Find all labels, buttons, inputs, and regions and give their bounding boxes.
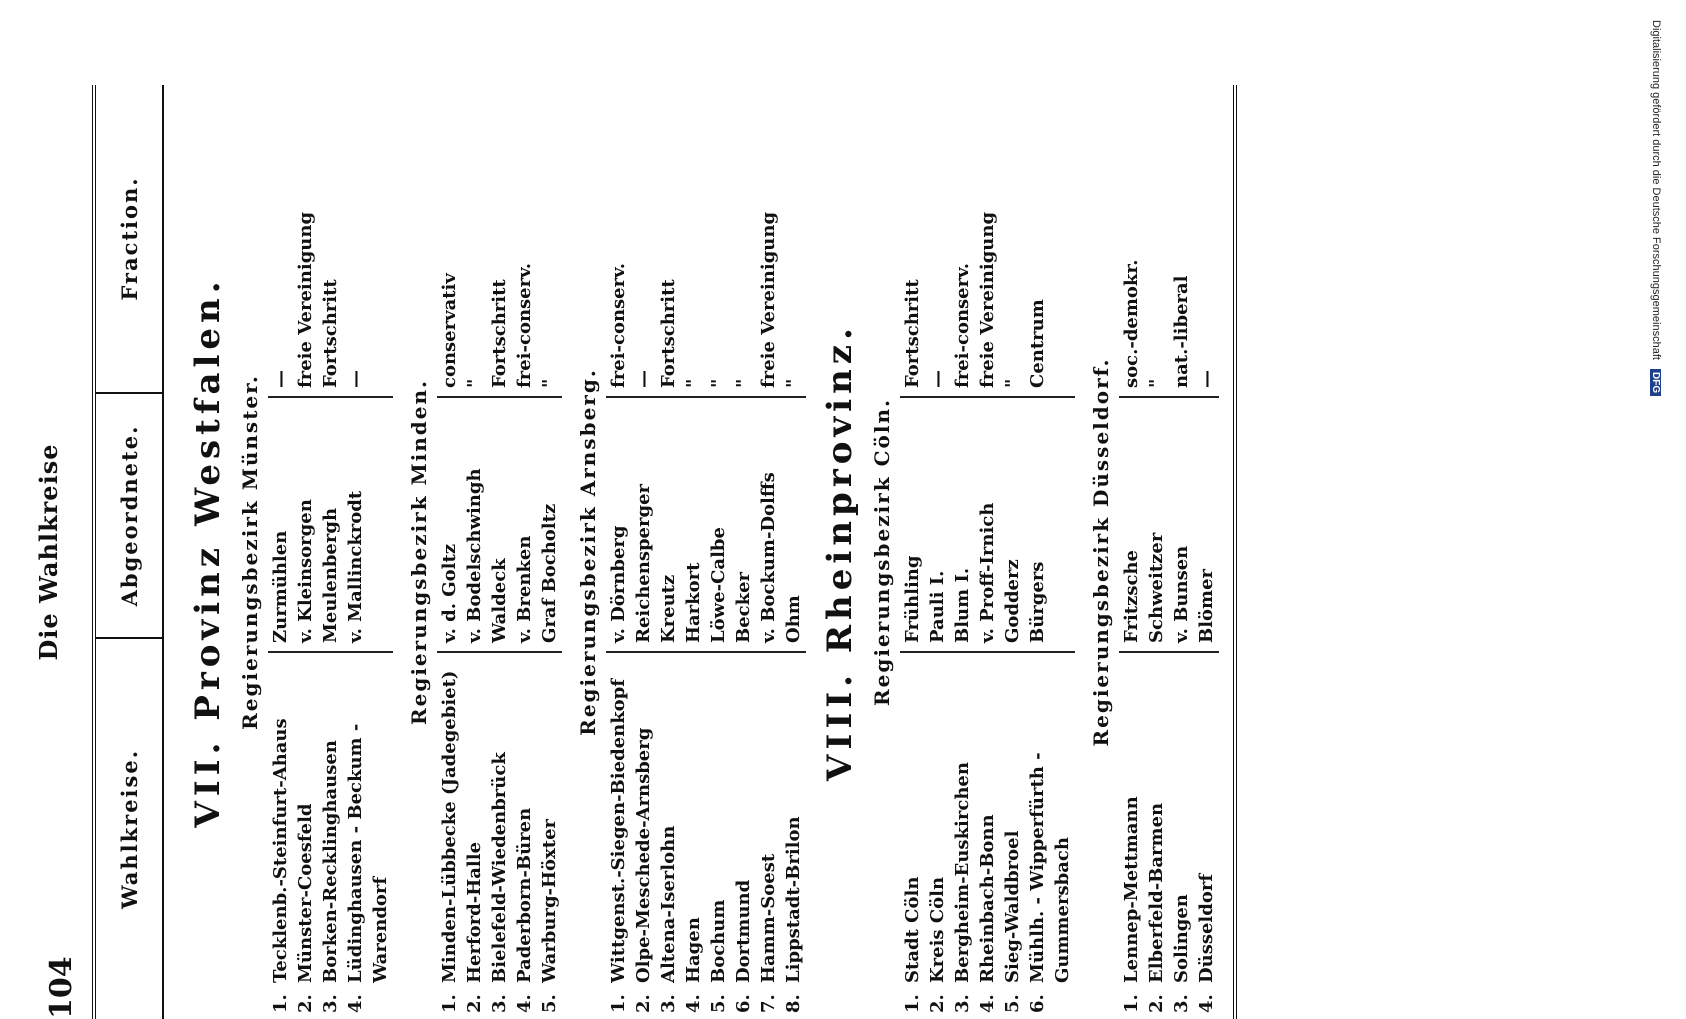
district-block [576,91,806,1013]
district-block [407,91,562,1013]
table-row [656,91,681,1013]
table-row [900,91,925,1013]
abgeordnete-cell: Löwe-Calbe [706,398,731,653]
row-number: 4. [1196,994,1217,1013]
wahlkreis-cell [293,653,318,1013]
table-row [268,91,293,1013]
fraction-cell: freie Vereinigung [975,98,1000,398]
wahlkreis-cell [537,653,562,1013]
wahlkreis-cell [1169,653,1194,1013]
abgeordnete-cell: v. Mallinckrodt [343,398,393,653]
district-block [870,91,1075,1013]
table-row [343,91,393,1013]
fraction-cell: Centrum [1025,98,1075,398]
table-row [487,91,512,1013]
abgeordnete-cell: Waldeck [487,398,512,653]
row-number: 6. [733,994,754,1013]
row-number: 4. [977,994,998,1013]
row-number: 1. [608,994,629,1013]
wahlkreis-name: Warburg-Höxter [539,818,560,983]
abgeordnete-cell: Meulenbergh [318,398,343,653]
wahlkreis-cell [512,653,537,1013]
district-heading: Regierungsbezirk Cöln. [870,398,894,706]
table-row [318,91,343,1013]
table-row [1169,91,1194,1013]
row-number: 3. [658,994,679,1013]
abgeordnete-cell: Reichensperger [631,398,656,653]
row-number: 1. [270,994,291,1013]
wahlkreis-name: Düsseldorf [1196,873,1217,983]
fraction-cell: " [537,98,562,398]
row-number: 5. [708,994,729,1013]
page-number: 104 [44,956,79,1019]
row-number: 2. [464,994,485,1013]
wahlkreis-cell [487,653,512,1013]
wahlkreis-name: Solingen [1171,894,1192,983]
table-row [756,91,781,1013]
abgeordnete-cell: Harkort [681,398,706,653]
wahlkreis-cell [437,653,462,1013]
fraction-cell: " [462,98,487,398]
province-heading: VII. Provinz Westfalen. [188,276,228,828]
wahlkreis-cell [1025,653,1075,1013]
abgeordnete-cell: v. Dörnberg [606,398,631,653]
wahlkreis-name: Münster-Coesfeld [295,803,316,983]
table-row [631,91,656,1013]
wahlkreis-name: Hamm-Soest [758,853,779,983]
wahlkreis-cell [343,653,393,1013]
fraction-cell: Fortschritt [656,98,681,398]
credit-text: Digitalisierung gefördert durch die Deutsche Forschungsgemeinschaft [1650,20,1662,360]
column-header-fraction: Fraction. [96,85,162,394]
election-table [92,85,1237,1019]
wahlkreis-name: Dortmund [733,879,754,983]
row-number: 5. [1002,994,1023,1013]
row-number: 3. [489,994,510,1013]
fraction-cell: " [781,98,806,398]
row-number: 1. [902,994,923,1013]
table-row [781,91,806,1013]
row-number: 5. [539,994,560,1013]
row-number: 3. [1171,994,1192,1013]
table-body [164,85,1219,1019]
province-heading: VIII. Rheinprovinz. [820,323,860,781]
abgeordnete-cell: Godderz [1000,398,1025,653]
wahlkreis-name: Herford-Halle [464,841,485,983]
wahlkreis-cell [706,653,731,1013]
wahlkreis-name: Bielefeld-Wiedenbrück [489,752,510,983]
fraction-cell: " [706,98,731,398]
table-row [1119,91,1144,1013]
wahlkreis-cell [756,653,781,1013]
wahlkreis-name: Borken-Recklinghausen [320,740,341,983]
wahlkreis-cell [781,653,806,1013]
dfg-logo: DFG [1650,369,1661,396]
wahlkreis-name: Lippstadt-Brilon [783,816,804,983]
table-row [925,91,950,1013]
wahlkreis-cell [925,653,950,1013]
fraction-cell: freie Vereinigung [756,98,781,398]
wahlkreis-name: Lüdinghausen - Beckum - Warendorf [345,723,391,983]
district-heading: Regierungsbezirk Arnsberg. [576,368,600,736]
abgeordnete-cell: v. Bunsen [1169,398,1194,653]
fraction-cell: — [343,98,393,398]
row-number: 1. [439,994,460,1013]
fraction-cell: conservativ [437,98,462,398]
abgeordnete-cell: v. Proff-Irnich [975,398,1000,653]
fraction-cell: frei-conserv. [606,98,631,398]
fraction-cell: — [268,98,293,398]
fraction-cell: soc.-demokr. [1119,98,1144,398]
wahlkreis-cell [268,653,293,1013]
fraction-cell: " [1000,98,1025,398]
district-heading: Regierungsbezirk Düsseldorf. [1089,357,1113,747]
wahlkreis-name: Rheinbach-Bonn [977,814,998,983]
abgeordnete-cell: Zurmühlen [268,398,293,653]
fraction-cell: frei-conserv. [950,98,975,398]
wahlkreis-cell [731,653,756,1013]
fraction-cell: freie Vereinigung [293,98,318,398]
table-row [512,91,537,1013]
wahlkreis-cell [318,653,343,1013]
table-row [437,91,462,1013]
table-row [706,91,731,1013]
wahlkreis-cell [606,653,631,1013]
abgeordnete-cell: Fritzsche [1119,398,1144,653]
row-number: 7. [758,994,779,1013]
row-number: 4. [683,994,704,1013]
row-number: 6. [1027,994,1048,1013]
column-header-abgeordnete: Abgeordnete. [96,394,162,639]
row-number: 2. [295,994,316,1013]
row-number: 4. [345,994,366,1013]
table-row [1194,91,1219,1013]
fraction-cell: — [1194,98,1219,398]
fraction-cell: — [631,98,656,398]
row-number: 2. [927,994,948,1013]
wahlkreis-cell [631,653,656,1013]
wahlkreis-cell [900,653,925,1013]
abgeordnete-cell: Graf Bocholtz [537,398,562,653]
wahlkreis-name: Minden-Lübbecke (Jadegebiet) [439,670,460,983]
abgeordnete-cell: Schweitzer [1144,398,1169,653]
table-header [96,85,164,1019]
wahlkreis-cell [1000,653,1025,1013]
wahlkreis-name: Stadt Cöln [902,876,923,983]
wahlkreis-name: Olpe-Meschede-Arnsberg [633,727,654,983]
abgeordnete-cell: v. Kleinsorgen [293,398,318,653]
column-header-wahlkreise: Wahlkreise. [116,748,142,910]
table-row [1000,91,1025,1013]
table-row [1025,91,1075,1013]
wahlkreis-cell [950,653,975,1013]
wahlkreis-cell [681,653,706,1013]
fraction-cell: nat.-liberal [1169,98,1194,398]
table-row [950,91,975,1013]
wahlkreis-cell [656,653,681,1013]
abgeordnete-cell: Blum I. [950,398,975,653]
row-number: 3. [952,994,973,1013]
district-heading: Regierungsbezirk Minden. [407,378,431,726]
wahlkreis-name: Bochum [708,899,729,983]
wahlkreis-name: Altena-Iserlohn [658,825,679,983]
table-row [1144,91,1169,1013]
wahlkreis-name: Elberfeld-Barmen [1146,802,1167,983]
table-row [731,91,756,1013]
abgeordnete-cell: v. Bockum-Dolffs [756,398,781,653]
table-row [293,91,318,1013]
row-number: 1. [1121,994,1142,1013]
table-row [681,91,706,1013]
fraction-cell: Fortschritt [487,98,512,398]
wahlkreis-name: Paderborn-Büren [514,807,535,983]
wahlkreis-name: Mühlh. - Wipperfürth - Gummersbach [1027,752,1073,983]
fraction-cell: frei-conserv. [512,98,537,398]
wahlkreis-cell [1119,653,1144,1013]
abgeordnete-cell: Frühling [900,398,925,653]
table-row [606,91,631,1013]
fraction-cell: — [925,98,950,398]
abgeordnete-cell: Kreutz [656,398,681,653]
abgeordnete-cell: Bürgers [1025,398,1075,653]
table-row [462,91,487,1013]
digitization-sidebar [1638,20,1662,980]
fraction-cell: Fortschritt [318,98,343,398]
abgeordnete-cell: Ohm [781,398,806,653]
district-block [238,91,393,1013]
rotated-page-content [34,85,1544,1019]
abgeordnete-cell: Pauli I. [925,398,950,653]
wahlkreis-name: Hagen [683,917,704,983]
table-row [537,91,562,1013]
wahlkreis-name: Sieg-Waldbroel [1002,830,1023,983]
abgeordnete-cell: Blömer [1194,398,1219,653]
wahlkreis-cell [1194,653,1219,1013]
fraction-cell: Fortschritt [900,98,925,398]
running-head: Die Wahlkreise [34,443,63,661]
row-number: 4. [514,994,535,1013]
abgeordnete-cell: v. d. Goltz [437,398,462,653]
fraction-cell: " [681,98,706,398]
table-row [975,91,1000,1013]
digitization-credit [1650,20,1662,980]
row-number: 2. [633,994,654,1013]
wahlkreis-name: Kreis Cöln [927,876,948,983]
wahlkreis-name: Wittgenst.-Siegen-Biedenkopf [608,679,629,983]
abgeordnete-cell: Becker [731,398,756,653]
wahlkreis-cell [462,653,487,1013]
fraction-cell: " [1144,98,1169,398]
wahlkreis-name: Tecklenb.-Steinfurt-Ahaus [270,718,291,983]
row-number: 2. [1146,994,1167,1013]
wahlkreis-name: Lennep-Mettmann [1121,796,1142,983]
abgeordnete-cell: v. Brenken [512,398,537,653]
wahlkreis-cell [1144,653,1169,1013]
wahlkreis-cell [975,653,1000,1013]
wahlkreis-name: Bergheim-Euskirchen [952,762,973,983]
row-number: 8. [783,994,804,1013]
district-block [1089,91,1219,1013]
row-number: 3. [320,994,341,1013]
district-heading: Regierungsbezirk Münster. [238,374,262,730]
fraction-cell: " [731,98,756,398]
abgeordnete-cell: v. Bodelschwingh [462,398,487,653]
